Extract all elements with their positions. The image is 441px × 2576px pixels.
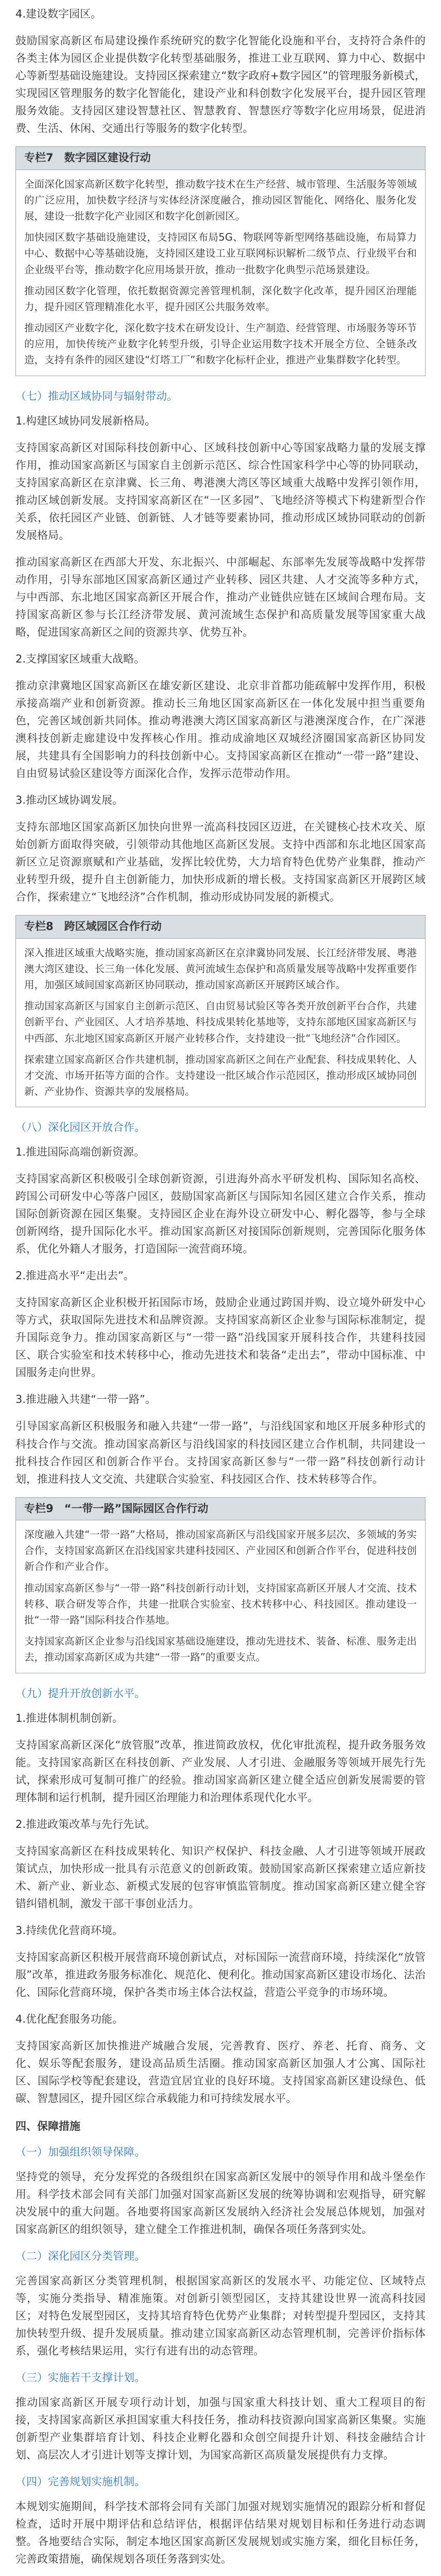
special-column-body [16,170,425,376]
special-column-body [16,939,425,1107]
special-column-paragraph: 全面深化国家高新区数字化转型，推动数字技术在生产经营、城市管理、生活服务等领域的广泛应用，加快数字经济与实体经济深度融合，推动园区智能化、网络化、服务化发展，建设一批数字化产业园区和数字化创新园区。 [24,178,417,222]
paragraph: 坚持党的领导，充分发挥党的各级组织在国家高新区发展中的领导作用和战斗堡垒作用。科学技术部会同有关部门加强对国家高新区发展的统筹协调和宏观指导，研究解决发展中的重大问题。各地要将国家高新区发展纳入经济社会发展总体规划，加强对国家高新区的组织领导，建立健全工作推进机制，确保各项任务落到实处。 [15,2170,426,2235]
paragraph: 1.构建区域协同发展新格局。 [15,414,156,427]
paragraph: 推动国家高新区在西部大开发、东北振兴、中部崛起、东部率先发展等战略中发挥带动作用，引导东部地区国家高新区通过产业转移、园区共建、人才交流等多种方式，与中西部、东北地区国家高新区开展合作，推动产业链供应链在区域间合理布局。支持国家高新区参与长江经济带发展、黄河流域生态保护和高质量发展等国家重大战略，促进国家高新区之间的资源共享、优势互补。 [15,555,426,638]
subsection-heading: （八）深化园区开放合作。 [15,1121,145,1134]
special-column-paragraph: 推动国家高新区与国家自主创新示范区、自由贸易试验区等各类开放创新平台合作，共建创新平台、产业园区、人才培养基地、科技成果转化基地等，支持东部地区国家高新区与中西部、东北地区国家高新区开展产业转移合作，支持建设一批“飞地经济”合作园区。 [24,1000,417,1044]
special-column-box [15,146,426,376]
subsection-heading: （七）推动区域协同与辐射带动。 [15,389,178,402]
special-column-paragraph: 支持国家高新区企业参与沿线国家基础设施建设，推动先进技术、装备、标准、服务走出去，推动国家高新区成为共建“一带一路”的重要支点。 [24,1635,417,1664]
paragraph: 1.推进体制机制创新。 [15,1711,124,1724]
special-column-body [16,1520,425,1673]
paragraph: 鼓励国家高新区布局建设操作系统研究的数字化智能化设施和平台，支持符合条件的各类主体为园区企业提供数字化转型基础服务，推进工业互联网、算力中心、数据中心等新型基础设施建设。支持园区探索建立“数字政府+数字园区”的管理服务新模式，实现园区管理服务的数字化智能化，建设产业和科创数字化发展平台，提升园区管理服务效能。支持园区建设智慧社区、智慧教育、智慧医疗等数字化应用场景，促进消费、生活、休闲、交通出行等服务的数字化转型。 [15,35,426,135]
special-column-paragraph: 深度融入共建“一带一路”大格局，推动国家高新区与沿线国家开展多层次、多领域的务实合作，支持国家高新区在沿线国家共建科技园区、产业园区和创新合作平台，促进科技创新合作和产业合作。 [24,1529,417,1573]
paragraph: 4.建设数字园区。 [15,8,102,20]
paragraph: 2.支撑国家区域重大战略。 [15,652,145,665]
special-column-paragraph: 推动国家高新区参与“一带一路”科技创新行动计划，支持国家高新区开展人才交流、技术转移、联合研发等合作，共建一批联合实验室、技术转移中心、科技园区。推动建设一批“一带一路”国际科技合作基地。 [24,1582,417,1626]
subsection-heading: （四）完善规划实施机制。 [15,2476,145,2488]
subsection-heading: （三）实施若干支撑计划。 [15,2371,145,2384]
paragraph: 完善国家高新区分类管理机制，根据国家高新区的发展水平、功能定位、区域特点等，实施分类指导、精准施策。对创新引领型园区，支持其建设世界一流高科技园区；对特色发展型园区，支持其培育特色优势产业集群；对转型提升型园区，支持其加快转型升级、提升发展质量。推动建立国家高新区动态管理机制，完善评价指标体系，强化考核结果运用，实行有进有出的动态管理。 [15,2274,426,2358]
paragraph: 3.推进融入共建“一带一路”。 [15,1393,156,1406]
paragraph: 支持国家高新区对国际科技创新中心、区域科技创新中心等国家战略力量的发展支撑作用，推动国家高新区与国家自主创新示范区、综合性国家科学中心等的协同联动，支持国家高新区在京津冀、长三角、粤港澳大湾区等区域重大战略中发挥引领作用，推动区域创新发展。支持国家高新区在“一区多园”、飞地经济等模式下构建新型合作关系，依托园区产业链、创新链、人才链等要素协同，推动形成区域协同联动的创新发展格局。 [15,441,426,541]
paragraph: 支持国家高新区加快推进产城融合发展，完善教育、医疗、养老、托育、商务、文化、娱乐等配套服务，建设高品质生活圈。推动国家高新区加强人才公寓、国际社区、国际学校等配套建设，营造宜居宜业的良好环境。支持国家高新区建设绿色、低碳、智慧园区，提升园区综合承载能力和可持续发展水平。 [15,2039,426,2105]
paragraph: 3.持续优化营商环境。 [15,1924,124,1937]
special-column-paragraph: 深入推进区域重大战略实施，推动国家高新区在京津冀协同发展、长江经济带发展、粤港澳大湾区建设、长三角一体化发展、黄河流域生态保护和高质量发展等战略中发挥重要作用，加强区域间国家高新区协同联动，推动国家高新区开展跨区域合作。 [24,946,417,991]
paragraph: 支持国家高新区企业积极开拓国际市场，鼓励企业通过跨国并购、设立境外研发中心等方式，获取国际先进技术和品牌资源。支持国家高新区企业参与国际标准制定，提升国际竞争力。推动国家高新区与“一带一路”沿线国家开展科技合作，共建科技园区、联合实验室和技术转移中心，推动先进技术和装备“走出去”，带动中国标准、中国服务走向世界。 [15,1296,426,1379]
paragraph: 2.推进政策改革与先行先试。 [15,1818,156,1831]
special-column-paragraph: 推动园区数字化管理，依托数据资源完善管理机制，深化数字化改革，提升园区治理能力，提升园区管理精准化水平，提升园区公共服务效率。 [24,284,417,313]
paragraph: 支持国家高新区积极开展营商环境创新试点，对标国际一流营商环境，持续深化“放管服”改革，推进政务服务标准化、规范化、便利化。推动国家高新区建设市场化、法治化、国际化营商环境，保护各类市场主体合法权益，营造公平竞争的市场环境。 [15,1951,426,1998]
paragraph: 本规划实施期间，科学技术部将会同有关部门加强对规划实施情况的跟踪分析和督促检查，适时开展中期评估和总结评估，根据评估结果对规划目标和任务进行动态调整。各地要结合实际，制定本地区国家高新区发展规划或实施方案，细化目标任务，完善政策措施，确保规划各项任务落到实处。 [15,2500,426,2566]
special-column-box [15,915,426,1107]
paragraph: 4.优化配套服务功能。 [15,2012,124,2025]
subsection-heading: （二）深化园区分类管理。 [15,2249,145,2262]
paragraph: 支持国家高新区在科技成果转化、知识产权保护、科技金融、人才引进等领域开展政策试点，加快形成一批具有示范意义的创新政策。鼓励国家高新区探索建立适应新技术、新产业、新业态、新模式发展的包容审慎监管制度。推动国家高新区建立健全容错纠错机制，激发干部干事创业活力。 [15,1844,426,1910]
paragraph: 1.推进国际高端创新资源。 [15,1146,145,1159]
paragraph: 支持东部地区国家高新区加快向世界一流高科技园区迈进，在关键核心技术攻关、原始创新方面取得突破，引领带动其他地区高新区发展。支持中西部和东北地区国家高新区立足资源禀赋和产业基础，发挥比较优势，大力培育特色优势产业集群，推动产业转型升级，提升自主创新能力，加快形成新的增长极。支持国家高新区开展跨区域合作，探索建立“飞地经济”合作机制，推动形成协同发展的新模式。 [15,821,426,904]
special-column-title: 专栏9 “一带一路”国际园区合作行动 [16,1498,425,1521]
special-column-title: 专栏8 跨区域园区合作行动 [16,916,425,939]
paragraph: 引导国家高新区积极服务和融入共建“一带一路”，与沿线国家和地区开展多种形式的科技合作与交流。推动国家高新区与沿线国家的科技园区建立合作机制，共同建设一批科技合作园区和创新合作平台。支持国家高新区参与“一带一路”科技创新行动计划，推进科技人文交流、共建联合实验室、科技园区合作、技术转移等合作。 [15,1420,426,1485]
section-heading: 四、保障措施 [15,2120,80,2132]
special-column-title: 专栏7 数字园区建设行动 [16,147,425,170]
paragraph: 2.推进高水平“走出去”。 [15,1269,134,1282]
paragraph: 推动国家高新区开展专项行动计划，加强与国家重大科技计划、重大工程项目的衔接，支持国家高新区承担国家重大科技任务，推动科技资源向国家高新区集聚。实施创新型产业集群培育计划、科技企业孵化器和众创空间提升计划、科技金融结合计划、高层次人才引进计划等支撑计划，为国家高新区高质量发展提供有力支撑。 [15,2396,426,2462]
paragraph: 推动京津冀地区国家高新区在雄安新区建设、北京非首都功能疏解中发挥作用，积极承接高端产业和创新资源。推动长三角地区国家高新区在一体化发展中担当重要角色，完善区域创新共同体。推动粤港澳大湾区国家高新区与港澳深度合作，在广深港澳科技创新走廊建设中发挥核心作用。推动成渝地区双城经济圈国家高新区协同发展，共建具有全国影响力的科技创新中心。支持国家高新区在推动“一带一路”建设、自由贸易试验区建设等方面深化合作，发挥示范带动作用。 [15,679,426,779]
paragraph: 支持国家高新区深化“放管服”改革，推进简政放权，优化审批流程，提升政务服务效能。支持国家高新区在科技创新、产业发展、人才引进、金融服务等领域开展先行先试，探索形成可复制可推广的经验。推动国家高新区建立健全适应创新发展需要的管理体制和运行机制，提升园区治理能力和治理体系现代化水平。 [15,1738,426,1804]
subsection-heading: （一）加强组织领导保障。 [15,2145,145,2158]
special-column-paragraph: 探索建立国家高新区合作共建机制，推动国家高新区之间在产业配套、科技成果转化、人才交流、市场开拓等方面的合作。支持建设一批区域合作示范园区，推动形成区域协同创新、产业协作、资源共享的发展格局。 [24,1053,417,1098]
subsection-heading: （九）提升开放创新水平。 [15,1687,145,1700]
paragraph: 支持国家高新区积极吸引全球创新资源，引进海外高水平研发机构、国际知名高校、跨国公司研发中心等落户园区，鼓励国家高新区与国际知名园区建立合作关系，推动国际创新资源在园区集聚。支持园区企业在海外设立研发中心、孵化器等，参与全球创新网络，提升国际化水平。推动国家高新区对接国际创新规则，完善国际化服务体系，优化外籍人才服务，打造国际一流营商环境。 [15,1173,426,1256]
special-column-paragraph: 加快园区数字基础设施建设，支持园区布局5G、物联网等新型网络基础设施，布局算力中心、数据中心等基础设施，支持园区建设工业互联网标识解析二级节点、行业级平台和企业级平台等，推动数字化应用场景开放，推动一批数字化典型示范场景建设。 [24,231,417,276]
article-body [15,5,426,2576]
special-column-box [15,1497,426,1673]
paragraph: 3.推动区域协调发展。 [15,793,124,806]
special-column-paragraph: 推动园区产业数字化，深化数字技术在研发设计、生产制造、经营管理、市场服务等环节的应用，加快传统产业数字化转型升级，引导企业运用数字技术开展全方位、全链条改造，支持有条件的园区建设“灯塔工厂”和数字化标杆企业，推进产业集群数字化转型。 [24,322,417,366]
